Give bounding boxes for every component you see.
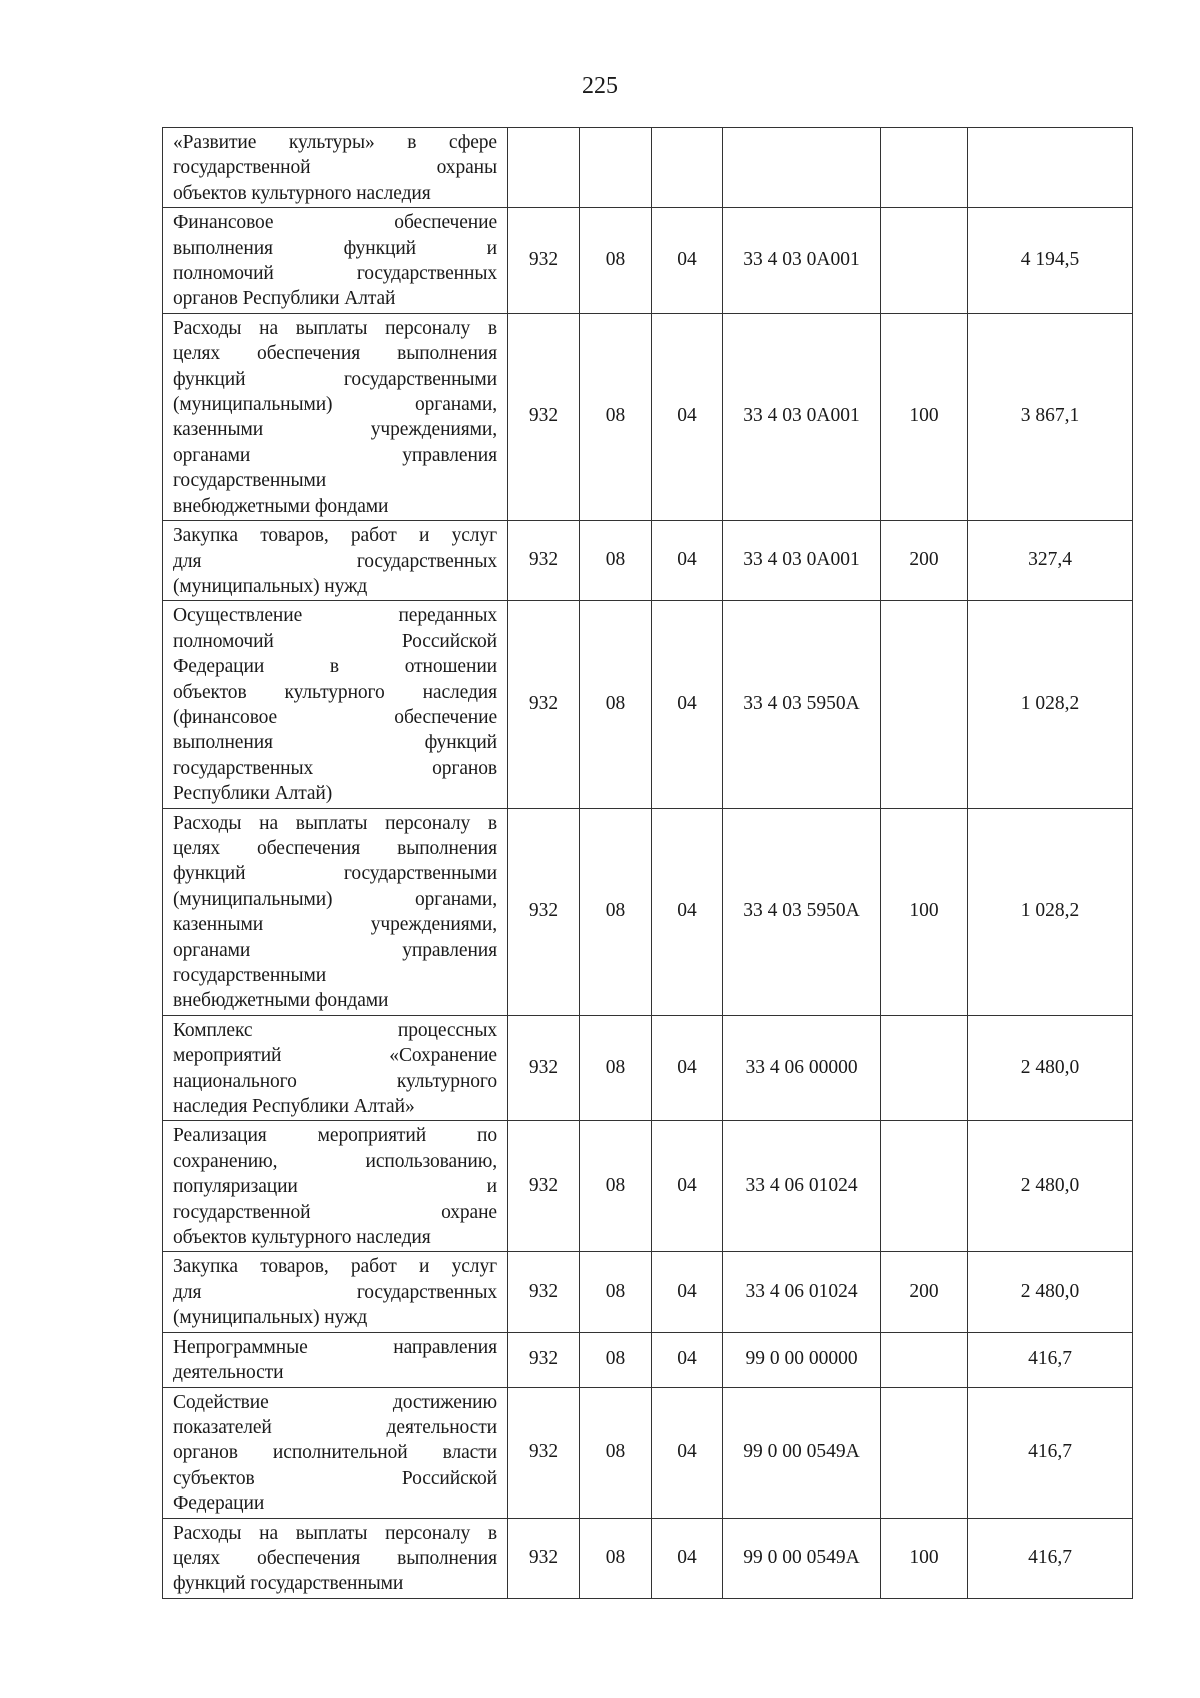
description-line: Комплекс процессных (173, 1019, 497, 1041)
section-code-cell: 08 (580, 1252, 652, 1332)
target-article-cell: 33 4 03 0А001 (723, 521, 881, 601)
description-line: выполнения функций и (173, 237, 497, 259)
target-article-cell: 33 4 03 5950А (723, 601, 881, 808)
subsection-code-cell (652, 128, 723, 208)
row-description (163, 1252, 508, 1332)
description-line: для государственных (173, 550, 497, 572)
section-code-cell: 08 (580, 1015, 652, 1121)
expense-type-cell (881, 1121, 968, 1252)
subsection-code-cell: 04 (652, 1121, 723, 1252)
description-line: объектов культурного наследия (173, 681, 497, 703)
description-line: полномочий государственных (173, 263, 497, 285)
description-line: функций государственными (173, 1573, 404, 1595)
admin-code-cell: 932 (508, 1387, 580, 1518)
row-description (163, 128, 508, 208)
table-row (163, 521, 1133, 601)
section-code-cell: 08 (580, 1387, 652, 1518)
description-line: Закупка товаров, работ и услуг (173, 525, 497, 547)
expense-type-cell (881, 128, 968, 208)
description-line: (финансовое обеспечение (173, 706, 497, 728)
description-line: полномочий Российской (173, 630, 497, 652)
description-line: Расходы на выплаты персоналу в (173, 317, 497, 339)
expense-type-cell (881, 208, 968, 314)
description-line: Расходы на выплаты персоналу в (173, 1522, 497, 1544)
admin-code-cell (508, 128, 580, 208)
table-row (163, 1015, 1133, 1121)
subsection-code-cell: 04 (652, 208, 723, 314)
row-description (163, 208, 508, 314)
expense-type-cell: 200 (881, 521, 968, 601)
target-article-cell: 33 4 06 01024 (723, 1121, 881, 1252)
row-description (163, 313, 508, 520)
description-line: целях обеспечения выполнения (173, 837, 497, 859)
description-line: внебюджетными фондами (173, 495, 389, 517)
subsection-code-cell: 04 (652, 1518, 723, 1598)
amount-cell: 2 480,0 (968, 1015, 1133, 1121)
table-row (163, 1332, 1133, 1387)
row-description (163, 1332, 508, 1387)
description-line: Расходы на выплаты персоналу в (173, 812, 497, 834)
description-line: наследия Республики Алтай» (173, 1096, 415, 1118)
description-line: органов Республики Алтай (173, 288, 396, 310)
expense-type-cell (881, 601, 968, 808)
target-article-cell: 33 4 06 00000 (723, 1015, 881, 1121)
target-article-cell (723, 128, 881, 208)
section-code-cell: 08 (580, 601, 652, 808)
description-line: Непрограммные направления (173, 1336, 497, 1358)
section-code-cell: 08 (580, 1121, 652, 1252)
amount-cell: 1 028,2 (968, 601, 1133, 808)
subsection-code-cell: 04 (652, 1252, 723, 1332)
description-line: деятельности (173, 1362, 284, 1384)
expense-type-cell (881, 1332, 968, 1387)
row-description (163, 808, 508, 1015)
description-line: государственными (173, 965, 327, 986)
description-line: внебюджетными фондами (173, 990, 389, 1012)
row-description (163, 1518, 508, 1598)
description-line: казенными учреждениями, (173, 914, 497, 936)
description-line: функций государственными (173, 863, 497, 885)
expense-type-cell: 200 (881, 1252, 968, 1332)
table-row (163, 1121, 1133, 1252)
admin-code-cell: 932 (508, 601, 580, 808)
table-row (163, 128, 1133, 208)
amount-cell: 1 028,2 (968, 808, 1133, 1015)
admin-code-cell: 932 (508, 808, 580, 1015)
subsection-code-cell: 04 (652, 1387, 723, 1518)
amount-cell: 327,4 (968, 521, 1133, 601)
description-line: государственных органов (173, 757, 497, 779)
admin-code-cell: 932 (508, 313, 580, 520)
description-line: целях обеспечения выполнения (173, 1547, 497, 1569)
table-row (163, 808, 1133, 1015)
amount-cell: 2 480,0 (968, 1121, 1133, 1252)
description-line: (муниципальными) органами, (173, 888, 497, 910)
description-line: государственными (173, 470, 327, 492)
budget-table (162, 127, 1133, 1599)
row-description (163, 1387, 508, 1518)
admin-code-cell: 932 (508, 1332, 580, 1387)
admin-code-cell: 932 (508, 1015, 580, 1121)
expense-type-cell: 100 (881, 808, 968, 1015)
expense-type-cell: 100 (881, 313, 968, 520)
table-row (163, 313, 1133, 520)
expense-type-cell (881, 1015, 968, 1121)
admin-code-cell: 932 (508, 1518, 580, 1598)
row-description (163, 1015, 508, 1121)
target-article-cell: 33 4 06 01024 (723, 1252, 881, 1332)
subsection-code-cell: 04 (652, 1332, 723, 1387)
target-article-cell: 99 0 00 0549А (723, 1518, 881, 1598)
budget-table-body (163, 128, 1133, 1599)
description-line: целях обеспечения выполнения (173, 343, 497, 365)
description-line: функций государственными (173, 368, 497, 390)
admin-code-cell: 932 (508, 521, 580, 601)
target-article-cell: 33 4 03 0А001 (723, 313, 881, 520)
amount-cell: 416,7 (968, 1387, 1133, 1518)
description-line: государственной охране (173, 1201, 497, 1223)
description-line: популяризации и (173, 1176, 497, 1198)
amount-cell (968, 128, 1133, 208)
description-line: национального культурного (173, 1070, 497, 1092)
description-line: выполнения функций (173, 732, 497, 754)
description-line: показателей деятельности (173, 1416, 497, 1438)
section-code-cell: 08 (580, 521, 652, 601)
description-line: органами управления (173, 939, 497, 961)
description-line: казенными учреждениями, (173, 419, 497, 441)
description-line: Федерации (173, 1493, 265, 1515)
section-code-cell: 08 (580, 808, 652, 1015)
description-line: сохранению, использованию, (173, 1150, 497, 1172)
description-line: Финансовое обеспечение (173, 212, 497, 234)
table-row (163, 1518, 1133, 1598)
table-row (163, 1387, 1133, 1518)
description-line: объектов культурного наследия (173, 1227, 431, 1249)
description-line: для государственных (173, 1281, 497, 1303)
description-line: мероприятий «Сохранение (173, 1045, 497, 1067)
table-row (163, 601, 1133, 808)
description-line: Закупка товаров, работ и услуг (173, 1256, 497, 1278)
amount-cell: 416,7 (968, 1332, 1133, 1387)
description-line: Содействие достижению (173, 1391, 497, 1413)
row-description (163, 1121, 508, 1252)
admin-code-cell: 932 (508, 1121, 580, 1252)
table-row (163, 1252, 1133, 1332)
subsection-code-cell: 04 (652, 313, 723, 520)
amount-cell: 3 867,1 (968, 313, 1133, 520)
description-line: «Развитие культуры» в сфере (173, 132, 497, 153)
expense-type-cell (881, 1387, 968, 1518)
description-line: (муниципальных) нужд (173, 1307, 368, 1329)
subsection-code-cell: 04 (652, 808, 723, 1015)
admin-code-cell: 932 (508, 208, 580, 314)
section-code-cell: 08 (580, 1332, 652, 1387)
description-line: (муниципальных) нужд (173, 575, 368, 597)
page-number: 225 (582, 73, 618, 99)
amount-cell: 4 194,5 (968, 208, 1133, 314)
subsection-code-cell: 04 (652, 521, 723, 601)
target-article-cell: 33 4 03 5950А (723, 808, 881, 1015)
section-code-cell: 08 (580, 1518, 652, 1598)
amount-cell: 2 480,0 (968, 1252, 1133, 1332)
section-code-cell: 08 (580, 208, 652, 314)
description-line: Федерации в отношении (173, 656, 497, 678)
target-article-cell: 99 0 00 0549А (723, 1387, 881, 1518)
description-line: Республики Алтай) (173, 783, 333, 805)
table-row (163, 208, 1133, 314)
row-description (163, 521, 508, 601)
target-article-cell: 33 4 03 0А001 (723, 208, 881, 314)
description-line: органов исполнительной власти (173, 1442, 497, 1464)
description-line: Осуществление переданных (173, 605, 497, 627)
target-article-cell: 99 0 00 00000 (723, 1332, 881, 1387)
expense-type-cell: 100 (881, 1518, 968, 1598)
row-description (163, 601, 508, 808)
subsection-code-cell: 04 (652, 601, 723, 808)
section-code-cell (580, 128, 652, 208)
description-line: субъектов Российской (173, 1467, 497, 1489)
description-line: объектов культурного наследия (173, 182, 431, 204)
description-line: органами управления (173, 444, 497, 466)
subsection-code-cell: 04 (652, 1015, 723, 1121)
description-line: Реализация мероприятий по (173, 1125, 497, 1147)
section-code-cell: 08 (580, 313, 652, 520)
description-line: (муниципальными) органами, (173, 394, 497, 416)
amount-cell: 416,7 (968, 1518, 1133, 1598)
description-line: государственной охраны (173, 157, 497, 179)
admin-code-cell: 932 (508, 1252, 580, 1332)
